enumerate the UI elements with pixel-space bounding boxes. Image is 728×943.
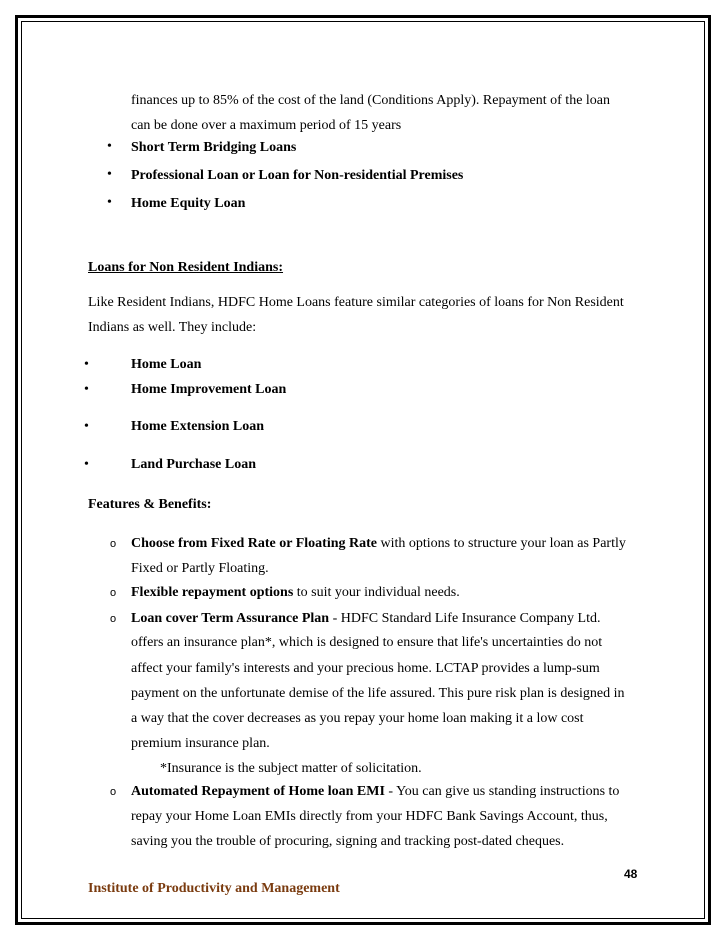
feature-line: payment on the unfortunate demise of the life assured. This pure risk plan is designed in <box>131 686 625 701</box>
list-item: Home Equity Loan <box>131 196 246 211</box>
feature-line: Fixed or Partly Floating. <box>131 561 269 576</box>
footer-institute-name: Institute of Productivity and Management <box>88 881 340 896</box>
bullet-icon: • <box>84 419 89 434</box>
insurance-note: *Insurance is the subject matter of solicitation. <box>160 761 422 776</box>
list-item: Home Loan <box>131 357 202 372</box>
list-item: Land Purchase Loan <box>131 457 256 472</box>
list-item: Home Improvement Loan <box>131 382 287 397</box>
paragraph-line: can be done over a maximum period of 15 years <box>131 118 402 133</box>
circle-bullet-icon: o <box>110 538 117 550</box>
feature-line: premium insurance plan. <box>131 736 270 751</box>
feature-line <box>131 535 626 553</box>
paragraph-line: Like Resident Indians, HDFC Home Loans feature similar categories of loans for Non Resident <box>88 295 624 310</box>
feature-line: a way that the cover decreases as you repay your home loan making it a low cost <box>131 711 584 726</box>
bullet-icon: • <box>84 457 89 472</box>
circle-bullet-icon: o <box>110 613 117 625</box>
circle-bullet-icon: o <box>110 786 117 798</box>
list-item: Home Extension Loan <box>131 419 265 434</box>
list-item: Short Term Bridging Loans <box>131 140 297 155</box>
feature-title: Automated Repayment of Home loan EMI <box>131 784 385 799</box>
feature-text: to suit your individual needs. <box>293 585 460 600</box>
feature-text: with options to structure your loan as Partly <box>377 536 626 551</box>
bullet-icon: • <box>84 382 89 397</box>
bullet-icon: • <box>107 195 112 210</box>
feature-line <box>131 584 460 602</box>
feature-line: affect your family's interests and your precious home. LCTAP provides a lump-sum <box>131 661 600 676</box>
feature-line: offers an insurance plan*, which is designed to ensure that life's uncertainties do not <box>131 635 603 650</box>
feature-line <box>131 783 619 801</box>
feature-title: Choose from Fixed Rate or Floating Rate <box>131 536 377 551</box>
circle-bullet-icon: o <box>110 587 117 599</box>
bullet-icon: • <box>107 139 112 154</box>
bullet-icon: • <box>84 357 89 372</box>
section-heading: Features & Benefits: <box>88 497 212 512</box>
bullet-icon: • <box>107 167 112 182</box>
feature-line: saving you the trouble of procuring, signing and tracking post-dated cheques. <box>131 834 565 849</box>
section-heading: Loans for Non Resident Indians: <box>88 260 284 275</box>
feature-title: Loan cover Term Assurance Plan <box>131 611 330 626</box>
feature-text: - HDFC Standard Life Insurance Company Ltd. <box>329 611 601 626</box>
paragraph-line: Indians as well. They include: <box>88 320 257 335</box>
paragraph-line: finances up to 85% of the cost of the land (Conditions Apply). Repayment of the loan <box>131 93 611 108</box>
feature-line <box>131 610 600 628</box>
feature-text: - You can give us standing instructions to <box>384 784 620 799</box>
feature-line: repay your Home Loan EMIs directly from your HDFC Bank Savings Account, thus, <box>131 809 608 824</box>
feature-title: Flexible repayment options <box>131 585 294 600</box>
page-number: 48 <box>624 867 638 881</box>
list-item: Professional Loan or Loan for Non-residential Premises <box>131 168 464 183</box>
